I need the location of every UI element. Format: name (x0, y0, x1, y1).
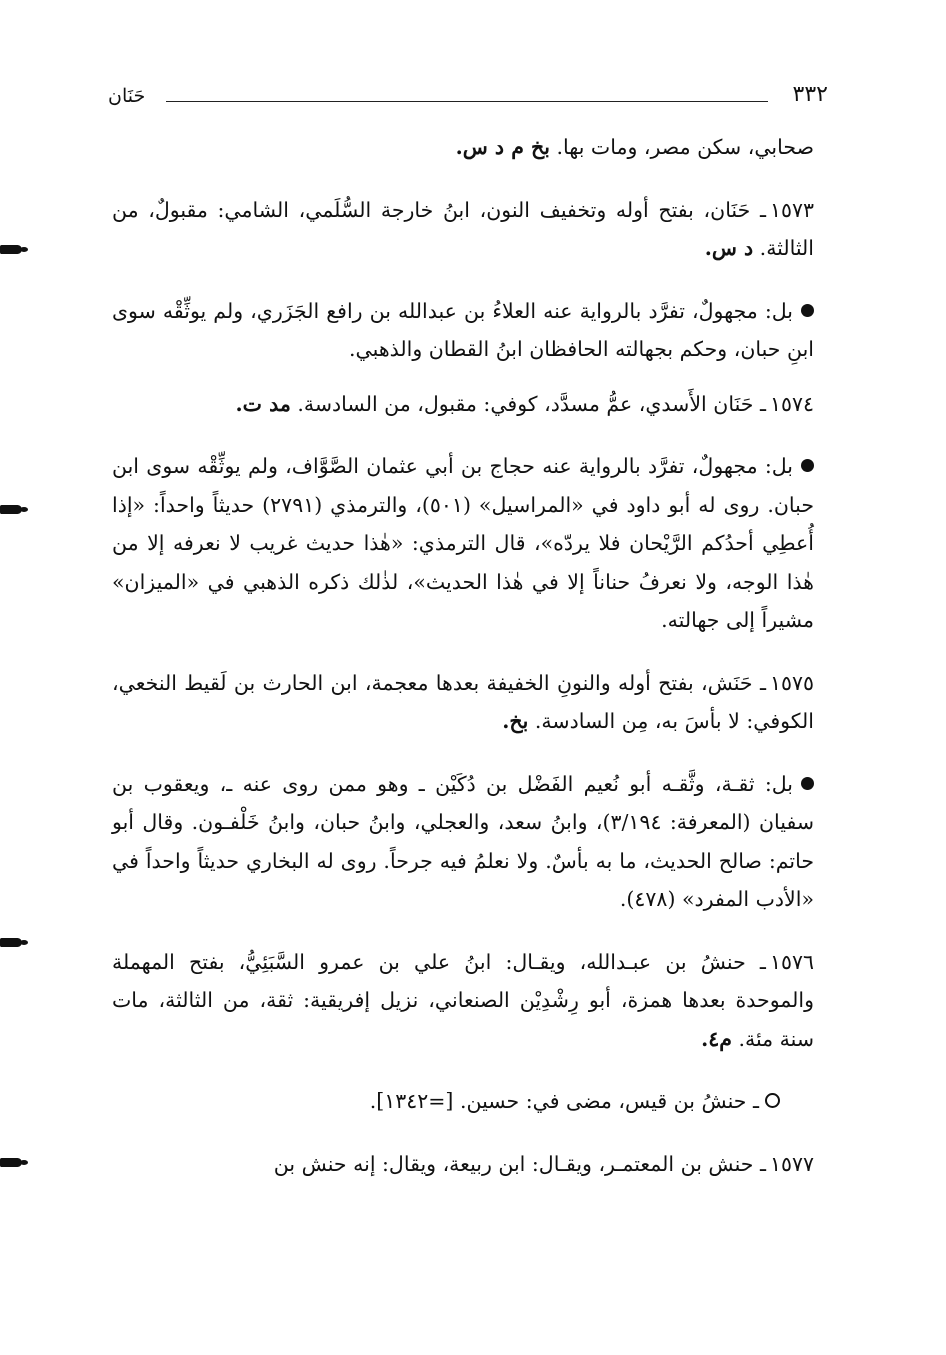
continuation-paragraph: صحابي، سكن مصر، ومات بها. بخ م د س. (455, 135, 814, 159)
running-header (108, 82, 828, 112)
sigla: بخ. (502, 709, 529, 733)
binding-mark (0, 938, 22, 947)
cross-reference-1342: ـ حنشُ بن قيس، مضى في: حسين. [=١٣٤٢]. (112, 1082, 814, 1121)
sigla: م٤. (701, 1026, 732, 1051)
hollow-circle-icon (765, 1093, 780, 1108)
entry-number: ١٥٧٥ (769, 670, 814, 695)
binding-mark (0, 505, 22, 514)
running-title: حَنَان (108, 85, 146, 107)
binding-mark (0, 1158, 22, 1167)
entry-1573: ١٥٧٣ـ حَنَان، بفتح أوله وتخفيف النون، ابنُ خارجة السُّلَمي، الشامي: مقبولٌ، من الثالثة. د س. (112, 197, 814, 260)
entry-number: ١٥٧٦ (769, 949, 814, 974)
sigla: مد ت. (235, 391, 291, 416)
bullet-icon (801, 777, 814, 790)
page-number: ٣٣٢ (792, 82, 828, 107)
entry-number: ١٥٧٤ (769, 391, 814, 416)
entry-1576: ١٥٧٦ـ حنشُ بن عبـدالله، ويقـال: ابنُ علي بن عمرو السَّبَئِيُّ، بفتح المهملة والموحدة بعدها همزة، أبو رِشْدِيْن الصنعاني، نزيل إفريقية: ثقة، من الثالثة، مات سنة مئة. م٤. (112, 949, 814, 1051)
entry-1574: ١٥٧٤ـ حَنَان الأَسدي، عمُّ مسدَّد، كوفي: مقبول، من السادسة. مد ت. (235, 391, 814, 416)
entry-number: ١٥٧٧ (769, 1151, 814, 1176)
bullet-icon (801, 304, 814, 317)
sigla: بخ م د س. (455, 135, 550, 159)
entry-1577: ١٥٧٧ـ حنش بن المعتمـر، ويقـال: ابن ربيعة، ويقال: إنه حنش بن (273, 1151, 814, 1176)
bullet-icon (801, 459, 814, 472)
header-rule (166, 101, 768, 102)
page-body (112, 128, 814, 1183)
commentary-1575: بل: ثقـة، وثَّقـه أبو نُعيم الفَضْل بن دُكَيْن ـ وهو ممن روى عنه ـ، ويعقوب بن سفيان (المعرفة: ٣/١٩٤)، وابنُ سعد، والعجلي، وابنُ حبان، وابنُ خَلْفـون. وقال أبو حاتم: صالح الحديث، ما به بأسٌ. ولا نعلمُ فيه جرحاً. روى له البخاري حديثاً واحداً في «الأدب المفرد» (٤٧٨). (112, 771, 814, 911)
entry-1575: ١٥٧٥ـ حَنَش، بفتح أوله والنونِ الخفيفة بعدها معجمة، ابن الحارث بن لَقيط النخعي، الكوفي: لا بأسَ به، مِن السادسة. بخ. (112, 670, 814, 733)
entry-number: ١٥٧٣ (769, 197, 814, 222)
commentary-1573: بل: مجهولٌ، تفرَّد بالرواية عنه العلاءُ بن عبدالله بن رافع الجَزَري، ولم يوثِّقْه سوى ابنِ حبان، وحكم بجهالته الحافظان ابنُ القطان والذهبي. (112, 298, 814, 361)
binding-mark (0, 245, 22, 254)
commentary-1574: بل: مجهولٌ، تفرَّد بالرواية عنه حجاج بن أبي عثمان الصَّوَّاف، ولم يوثِّقْه سوى ابن حبان. روى له أبو داود في «المراسيل» (٥٠١)، والترمذي (٢٧٩١) حديثاً واحداً: «إذا أُعطِي أحدُكم الرَّيْحان فلا يردّه»، قال الترمذي: «هٰذا حديث غريب لا نعرفه إلا من هٰذا الوجه، ولا نعرفُ حناناً إلا في هٰذا الحديث»، لذٰلك ذكره الذهبي في «الميزان» مشيراً إلى جهالته. (112, 454, 814, 632)
sigla: د س. (704, 236, 754, 260)
